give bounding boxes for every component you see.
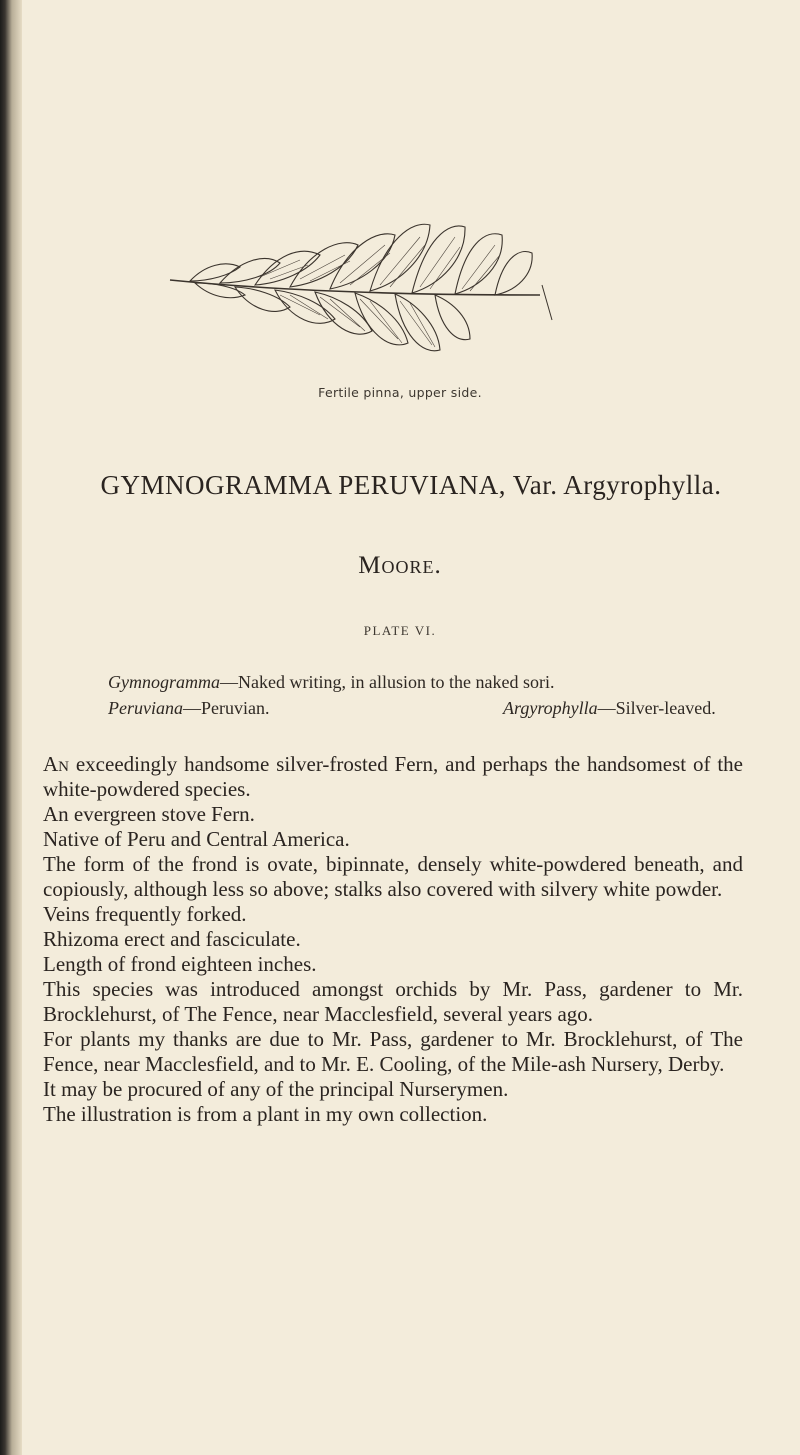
book-spine-shadow	[0, 0, 22, 1455]
description-body	[43, 752, 743, 1127]
fern-pinna-illustration	[150, 215, 560, 370]
etymology-term-gymnogramma: Gymnogramma	[108, 672, 220, 692]
paragraph-9: For plants my thanks are due to Mr. Pass, gardener to Mr. Brocklehurst, of The Fence, near Macclesfield, and to Mr. E. Cooling, of the Mile-ash Nursery, Derby.	[43, 1027, 743, 1076]
paragraph-lead-word: An	[43, 752, 69, 776]
paragraph-1-text: exceedingly handsome silver-frosted Fern, and perhaps the handsomest of the white-powdered species.	[43, 752, 743, 801]
paragraph-1	[43, 752, 743, 802]
etymology-definition-gymnogramma: —Naked writing, in allusion to the naked sori.	[220, 672, 555, 692]
etymology-term-peruviana: Peruviana	[108, 698, 183, 718]
figure-caption: Fertile pinna, upper side.	[318, 385, 482, 400]
plate-number: PLATE VI.	[363, 623, 437, 638]
author-name: Moore.	[358, 552, 442, 579]
etymology-argyrophylla	[503, 698, 716, 719]
paragraph-6: Rhizoma erect and fasciculate.	[43, 927, 301, 951]
paragraph-3: Native of Peru and Central America.	[43, 827, 350, 851]
paragraph-8: This species was introduced amongst orchids by Mr. Pass, gardener to Mr. Brocklehurst, of The Fence, near Macclesfield, several years ago.	[43, 977, 743, 1026]
etymology-term-argyrophylla: Argyrophylla	[503, 698, 598, 718]
etymology-line-1	[108, 672, 554, 693]
etymology-definition-peruviana: —Peruvian.	[182, 698, 270, 718]
paragraph-11: The illustration is from a plant in my own collection.	[43, 1102, 488, 1126]
paragraph-5: Veins frequently forked.	[43, 902, 247, 926]
species-title: GYMNOGRAMMA PERUVIANA, Var. Argyrophylla.	[100, 470, 722, 500]
etymology-definition-argyrophylla: —Silver-leaved.	[597, 698, 716, 718]
paragraph-2: An evergreen stove Fern.	[43, 802, 255, 826]
paragraph-7: Length of frond eighteen inches.	[43, 952, 317, 976]
paragraph-10: It may be procured of any of the principal Nurserymen.	[43, 1077, 509, 1101]
paragraph-4: The form of the frond is ovate, bipinnate, densely white-powdered beneath, and copiously, although less so above; stalks also covered with silvery white powder.	[43, 852, 743, 901]
etymology-line-2	[108, 698, 716, 719]
